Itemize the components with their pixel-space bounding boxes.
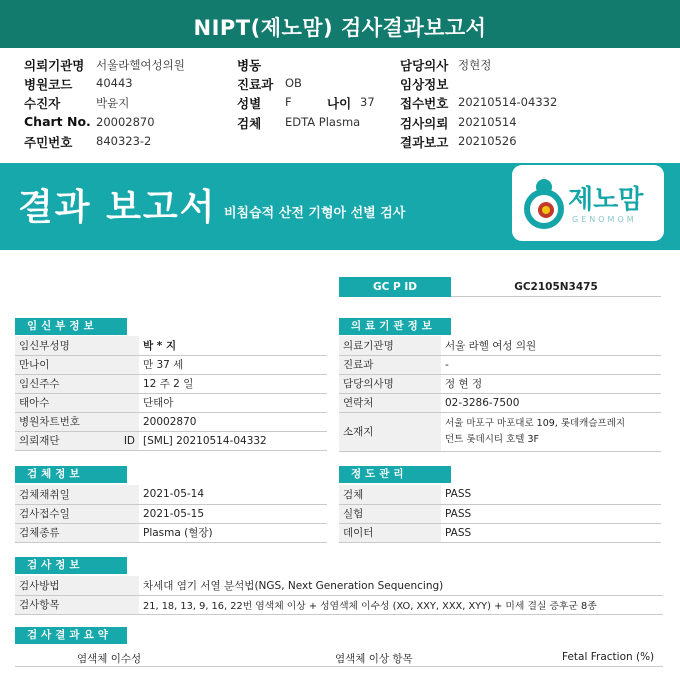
test-items-value: 21, 18, 13, 9, 16, 22번 염색체 이상 + 성염색체 이수성 (XO, XXY, XXX, XYY) + 미세 결실 증후군 8종 [139, 595, 663, 614]
report-title: NIPT(제노맘) 검사결과보고서 [0, 0, 680, 48]
request-label: 검사의뢰 [400, 116, 449, 131]
table-row [339, 393, 661, 412]
logo-subtext: GENOMOM [572, 215, 637, 224]
doctor-label: 담당의사 [400, 58, 449, 73]
pregnant-info-table [15, 336, 327, 451]
patient-meta-block [0, 56, 680, 152]
request-value: 20210514 [458, 115, 517, 129]
recipient-value: 박윤지 [96, 96, 130, 110]
department-label: 진료과 [237, 77, 274, 92]
doctor-value: 정현정 [458, 58, 492, 72]
gcp-id-label: GC P ID [339, 277, 451, 297]
chart-no-label: Chart No. [24, 114, 91, 129]
gestation-label: 임신주수 [15, 374, 139, 393]
qc-specimen-label: 검체 [339, 485, 441, 504]
receipt-date-value: 2021-05-15 [139, 504, 327, 523]
dept-label: 진료과 [339, 355, 441, 374]
recipient-label: 수진자 [24, 96, 61, 111]
report-date-value: 20210526 [458, 134, 517, 148]
summary-header-row [15, 647, 663, 667]
table-row [15, 504, 327, 523]
table-row [339, 412, 661, 451]
specimen-label: 검체 [237, 116, 262, 131]
institution-label: 의뢰기관명 [24, 58, 85, 73]
table-row [339, 485, 661, 504]
qc-experiment-value: PASS [441, 504, 661, 523]
sex-label: 성별 [237, 96, 262, 111]
hospital-code-label: 병원코드 [24, 77, 73, 92]
doctor-name-label: 담당의사명 [339, 374, 441, 393]
age-row-value: 만 37 세 [139, 355, 327, 374]
column-chromosome-abnormality: 염색체 이상 항목 [335, 653, 413, 665]
table-row [339, 504, 661, 523]
result-banner [0, 163, 680, 250]
table-row [15, 374, 327, 393]
section-result-summary: 검사결과요약 [15, 627, 127, 644]
specimen-info-table [15, 485, 327, 543]
table-row [339, 355, 661, 374]
column-aneuploidy: 염색체 이수성 [77, 653, 142, 665]
chart-number-label: 병원차트번호 [15, 412, 139, 431]
doctor-name-value: 정 현 정 [441, 374, 661, 393]
medical-info-table [339, 336, 661, 452]
chart-no-value: 20002870 [96, 115, 155, 129]
institution-name-value: 서울 라헬 여성 의원 [441, 336, 661, 355]
pregnant-name-label: 임신부성명 [15, 336, 139, 355]
department-value: OB [285, 76, 302, 90]
qc-specimen-value: PASS [441, 485, 661, 504]
collection-date-value: 2021-05-14 [139, 485, 327, 504]
qc-data-label: 데이터 [339, 523, 441, 542]
table-row [15, 393, 327, 412]
age-row-label: 만나이 [15, 355, 139, 374]
pregnant-name-value: 박 * 지 [139, 336, 327, 355]
table-row [339, 336, 661, 355]
specimen-type-label: 검체종류 [15, 523, 139, 542]
institution-name-label: 의료기관명 [339, 336, 441, 355]
section-specimen-info: 검체정보 [15, 466, 127, 483]
foundation-id-label: 의뢰재단 ID [15, 431, 139, 450]
address-value [441, 412, 661, 451]
table-row [15, 576, 663, 595]
section-pregnant-info: 임신부정보 [15, 318, 127, 335]
table-row [15, 355, 327, 374]
report-date-label: 결과보고 [400, 135, 449, 150]
sex-value: F [285, 95, 292, 109]
genomom-logo [512, 165, 664, 241]
table-row [15, 485, 327, 504]
genomom-logo-icon [522, 177, 566, 229]
banner-subtitle: 비침습적 산전 기형아 선별 검사 [224, 206, 406, 221]
gestation-value: 12 주 2 일 [139, 374, 327, 393]
test-info-table [15, 576, 663, 615]
receipt-date-label: 검사접수일 [15, 504, 139, 523]
hospital-code-value: 40443 [96, 76, 133, 90]
logo-wordmark: 제노맘 [568, 185, 644, 215]
table-row [339, 374, 661, 393]
table-row [15, 336, 327, 355]
rrn-value: 840323-2 [96, 134, 152, 148]
age-value: 37 [360, 95, 375, 109]
qc-experiment-label: 실험 [339, 504, 441, 523]
table-row [15, 412, 327, 431]
specimen-type-value: Plasma (혈장) [139, 523, 327, 542]
gcp-id-value: GC2105N3475 [451, 277, 661, 297]
contact-value: 02-3286-7500 [441, 393, 661, 412]
test-method-label: 검사방법 [15, 576, 139, 595]
test-items-label: 검사항목 [15, 595, 139, 614]
qc-data-value: PASS [441, 523, 661, 542]
table-row [15, 523, 327, 542]
collection-date-label: 검체채취일 [15, 485, 139, 504]
qc-table [339, 485, 661, 543]
receipt-value: 20210514-04332 [458, 95, 558, 109]
fetus-count-label: 태아수 [15, 393, 139, 412]
clinical-info-label: 임상정보 [400, 77, 449, 92]
section-medical-info: 의료기관정보 [339, 318, 451, 335]
chart-number-value: 20002870 [139, 412, 327, 431]
age-label: 나이 [327, 96, 352, 111]
dept-value: - [441, 355, 661, 374]
foundation-id-value: [SML] 20210514-04332 [139, 431, 327, 450]
address-line-2: 던트 롯데시티 호텔 3F [445, 433, 539, 445]
address-line-1: 서울 마포구 마포대로 109, 롯데캐슬프레지 [445, 417, 626, 429]
table-row [339, 523, 661, 542]
contact-label: 연락처 [339, 393, 441, 412]
address-label: 소재지 [339, 412, 441, 451]
test-method-value: 차세대 염기 서열 분석법(NGS, Next Generation Sequencing) [139, 576, 663, 595]
specimen-value: EDTA Plasma [285, 115, 361, 129]
table-row [15, 431, 327, 450]
ward-label: 병동 [237, 58, 262, 73]
column-fetal-fraction: Fetal Fraction (%) [562, 651, 655, 663]
section-test-info: 검사정보 [15, 557, 127, 574]
receipt-label: 접수번호 [400, 96, 449, 111]
rrn-label: 주민번호 [24, 135, 73, 150]
section-quality-control: 정도관리 [339, 466, 451, 483]
banner-title: 결과 보고서 [18, 187, 217, 228]
institution-value: 서울라헬여성의원 [96, 58, 185, 72]
table-row [15, 595, 663, 614]
fetus-count-value: 단태아 [139, 393, 327, 412]
